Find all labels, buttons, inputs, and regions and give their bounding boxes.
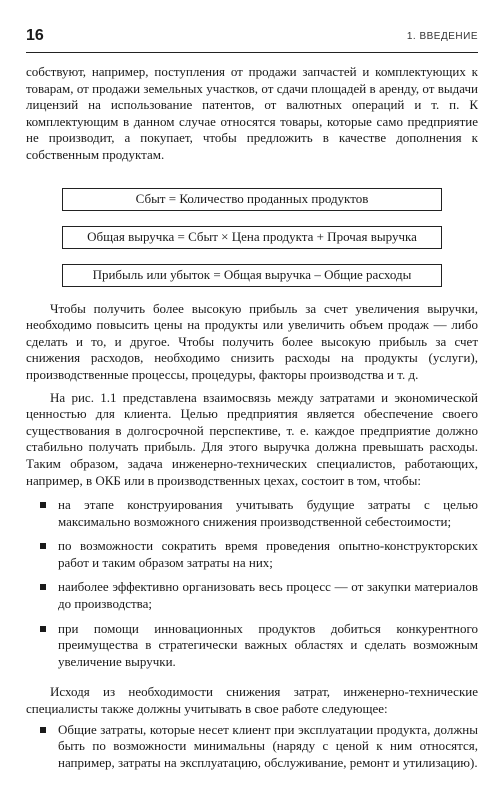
cost-considerations-list <box>26 722 478 772</box>
square-bullet-icon <box>40 543 46 549</box>
running-head: 1. ВВЕДЕНИЕ <box>406 31 478 42</box>
list-item-text: на этапе конструирования учитывать будущие затраты с целью максимально возможного снижения производственной себестоимости; <box>58 497 478 529</box>
engineering-tasks-list <box>26 497 478 670</box>
square-bullet-icon <box>40 626 46 632</box>
list-item <box>26 497 478 530</box>
list-item-text: Общие затраты, которые несет клиент при эксплуатации продукта, должны быть по возможности минимальны (наряду с ценой к ним относятся, например, затраты на эксплуатацию, обслуживание, ремонт и утилизацию). <box>58 721 478 770</box>
paragraph-profit-increase: Чтобы получить более высокую прибыль за счет увеличения выручки, необходимо повысить цены на продукты или увеличить объем продаж — либо сделать и то, и другое. Чтобы получить более высокую прибыль за счет снижения расходов, необходимо снизить расходы на продукты (услуги), производственные процессы, процедуры, факторы производства и т. д. <box>26 300 478 382</box>
list-item <box>26 538 478 571</box>
list-item-text: при помощи инновационных продуктов добиться конкурентного преимущества в стратегически важных областях и сделать возможным увеличение выручки. <box>58 620 478 669</box>
square-bullet-icon <box>40 727 46 733</box>
paragraph-cost-considerations: Исходя из необходимости снижения затрат, инженерно-технические специалисты также должны учитывать в свое работе следующее: <box>26 684 478 717</box>
square-bullet-icon <box>40 502 46 508</box>
list-item-text: наиболее эффективно организовать весь процесс — от закупки материалов до производства; <box>58 579 478 612</box>
page-number: 16 <box>26 27 44 44</box>
page-body <box>26 64 478 771</box>
formula-total-revenue: Общая выручка = Сбыт × Цена продукта + Прочая выручка <box>62 226 442 249</box>
formula-sales: Сбыт = Количество проданных продуктов <box>62 188 442 211</box>
list-item <box>26 722 478 772</box>
intro-paragraph: собствуют, например, поступления от продажи запчастей и комплектующих к товарам, от продажи земельных участков, от сдачи площадей в аренду, от выдачи лицензий на использование патентов, от валютных операций и т. п. К комплектующим в данном случае относятся товары, которые само предприятие не производит, а покупает, чтобы предложить в качестве дополнения к собственным продуктам. <box>26 64 478 162</box>
list-item <box>26 621 478 671</box>
page-header <box>26 26 478 53</box>
formula-group <box>26 188 478 287</box>
square-bullet-icon <box>40 584 46 590</box>
list-item-text: по возможности сократить время проведения опытно-конструкторских работ и таким образом затраты на них; <box>58 538 478 570</box>
paragraph-figure-reference: На рис. 1.1 представлена взаимосвязь между затратами и экономической ценностью для клиента. Целью предприятия является обеспечение своего существования в долгосрочной перспективе, т. е. каждое предприятие должно стабильно получать прибыль. Для этого выручка должна превышать расходы. Таким образом, задача инженерно-технических специалистов, работающих, например, в ОКБ или в производственных цехах, состоит в том, чтобы: <box>26 389 478 488</box>
list-item <box>26 579 478 612</box>
formula-profit: Прибыль или убыток = Общая выручка – Общие расходы <box>62 264 442 287</box>
